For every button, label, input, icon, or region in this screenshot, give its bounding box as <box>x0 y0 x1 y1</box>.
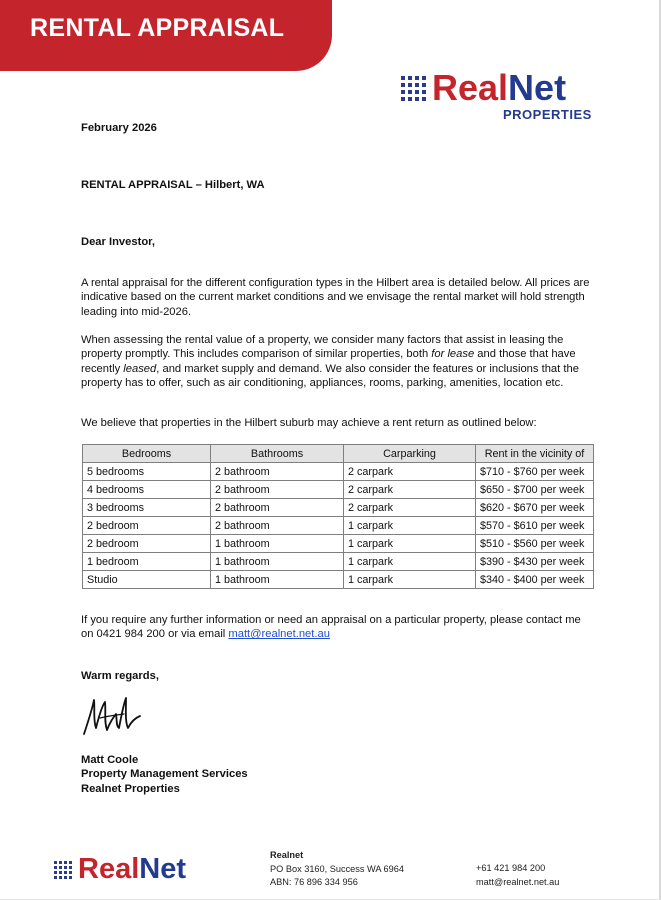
table-row: Studio 1 bathroom 1 carpark $340 - $400 per week <box>83 571 594 589</box>
table-header-row <box>83 445 594 463</box>
paragraph-intro: A rental appraisal for the different configuration types in the Hilbert area is detailed below. All prices are indicative based on the current market conditions and we envisage the rental market will hold strength leading into mid-2026. <box>81 277 590 318</box>
footer-logo-dots-icon <box>54 861 72 879</box>
handwritten-signature <box>80 688 150 738</box>
col-header-rent: Rent in the vicinity of <box>476 445 594 463</box>
paragraph-outline: We believe that properties in the Hilbert suburb may achieve a rent return as outlined below: <box>81 417 537 429</box>
signer-role: Property Management Services <box>81 768 248 781</box>
signer-block <box>81 753 248 796</box>
footer-address: PO Box 3160, Success WA 6964 <box>270 863 404 874</box>
footer-email: matt@realnet.net.au <box>476 876 560 887</box>
footer-abn: ABN: 76 896 334 956 <box>270 877 358 887</box>
footer-address-block <box>270 849 404 890</box>
letter-date: February 2026 <box>81 122 157 134</box>
paragraph-contact: If you require any further information or need an appraisal on a particular property, please contact me on 0421 984 200 or via email matt@realnet.net.au <box>81 614 581 641</box>
table-row: 4 bedrooms 2 bathroom 2 carpark $650 - $700 per week <box>83 481 594 499</box>
letter-subject: RENTAL APPRAISAL – Hilbert, WA <box>81 179 265 191</box>
signer-name: Matt Coole <box>81 754 139 766</box>
closing-regards: Warm regards, <box>81 670 159 682</box>
realnet-logo <box>401 67 567 108</box>
col-header-carparking: Carparking <box>344 445 476 463</box>
header-banner <box>0 0 332 71</box>
table-row: 2 bedroom 2 bathroom 1 carpark $570 - $610 per week <box>83 517 594 535</box>
footer-logo-net: Net <box>139 853 186 885</box>
table-row: 2 bedroom 1 bathroom 1 carpark $510 - $560 per week <box>83 535 594 553</box>
footer-contact-block <box>476 862 559 889</box>
footer-logo <box>54 855 186 884</box>
table-row: 3 bedrooms 2 bathroom 2 carpark $620 - $670 per week <box>83 499 594 517</box>
logo-subtitle: PROPERTIES <box>503 107 592 122</box>
signer-company: Realnet Properties <box>81 782 180 795</box>
banner-title: RENTAL APPRAISAL <box>30 14 285 42</box>
letter-greeting: Dear Investor, <box>81 236 155 248</box>
col-header-bedrooms: Bedrooms <box>83 445 211 463</box>
col-header-bathrooms: Bathrooms <box>211 445 344 463</box>
email-link[interactable]: matt@realnet.net.au <box>228 628 330 641</box>
table-row: 1 bedroom 1 bathroom 1 carpark $390 - $430 per week <box>83 553 594 571</box>
logo-dots-icon <box>401 76 426 101</box>
table-row: 5 bedrooms 2 bathroom 2 carpark $710 - $760 per week <box>83 463 594 481</box>
footer-company: Realnet <box>270 850 304 860</box>
paragraph-assessment: When assessing the rental value of a property, we consider many factors that assist in leasing the property promptly. This includes comparison of similar properties, both for lease and those that have recently leased, and market supply and demand. We also consider the features or inclusions that the property has to offer, such as air conditioning, appliances, rooms, parking, amenities, location etc. <box>81 334 579 389</box>
rent-table <box>82 444 594 589</box>
logo-word-real: Real <box>432 67 509 108</box>
footer-logo-real: Real <box>78 853 140 885</box>
footer-phone: +61 421 984 200 <box>476 863 546 873</box>
logo-word-net: Net <box>508 67 567 108</box>
